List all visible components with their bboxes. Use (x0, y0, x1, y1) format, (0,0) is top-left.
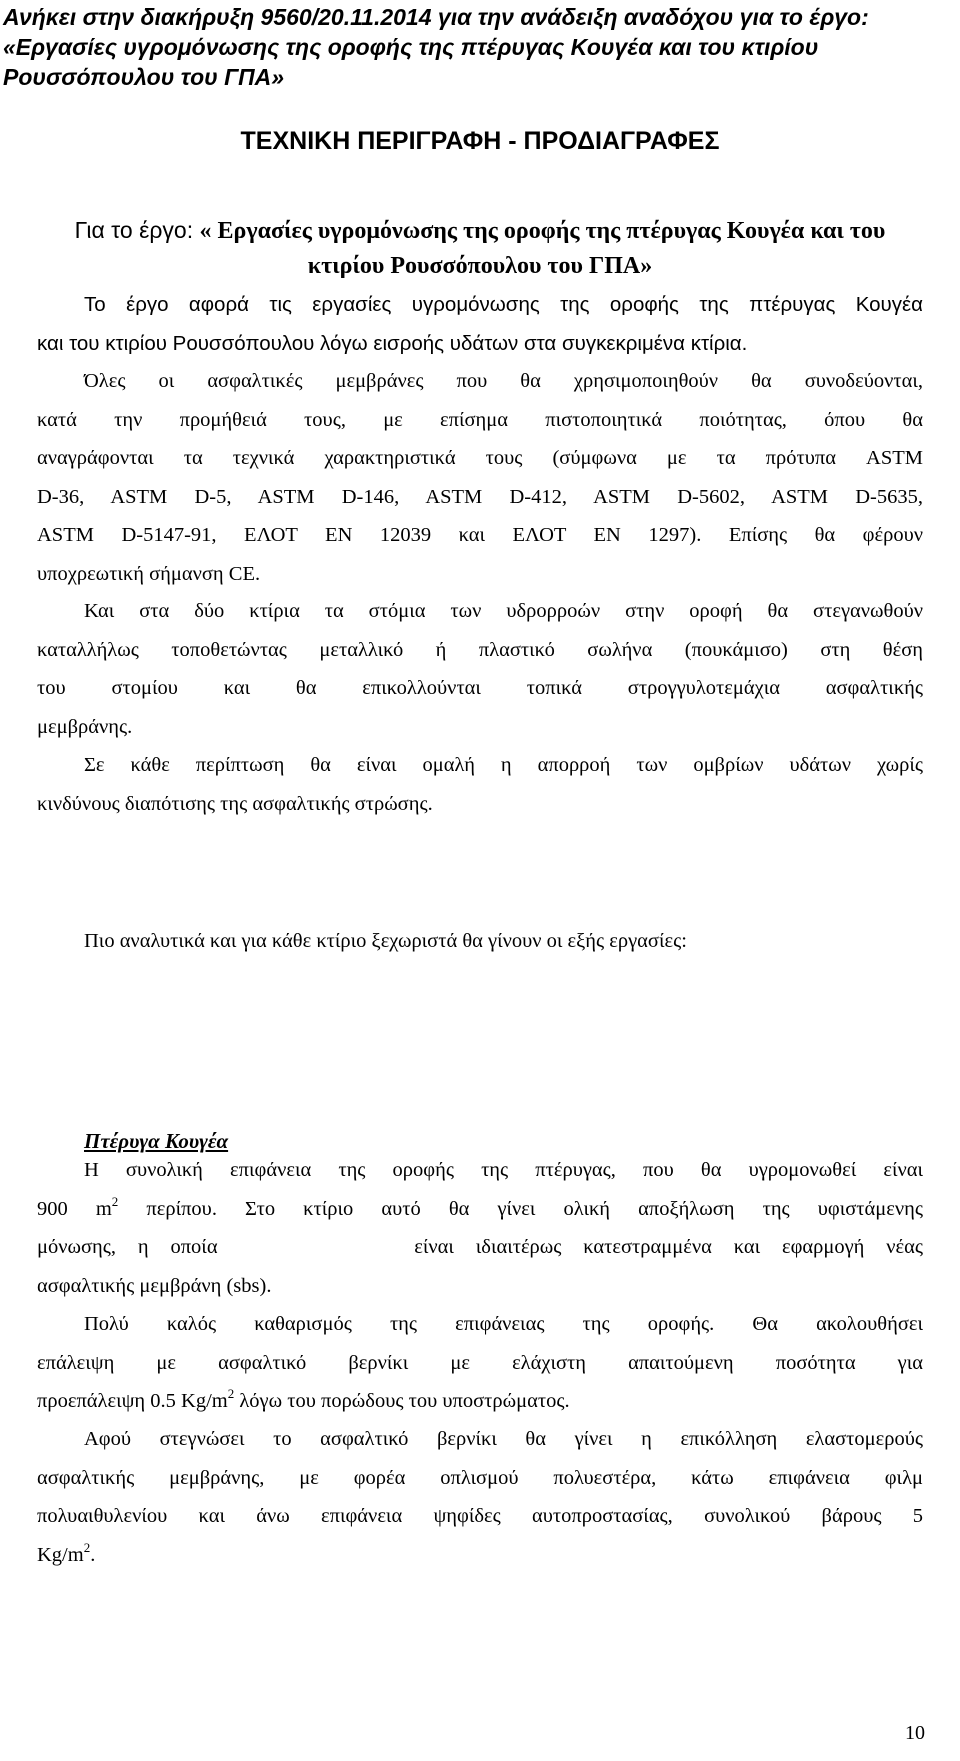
paragraph-line (37, 1382, 923, 1421)
page-number: 10 (905, 1722, 925, 1744)
paragraph-line: κατά την προμήθειά τους, με επίσημα πιστοποιητικά ποιότητας, όπου θα (37, 408, 923, 431)
paragraph-line: Σε κάθε περίπτωση θα είναι ομαλή η απορροή των ομβρίων υδάτων χωρίς (84, 754, 923, 776)
header-line-3: Ρουσσόπουλου του ΓΠΑ» (3, 64, 285, 90)
project-title (0, 213, 960, 283)
paragraph-line: Πολύ καλός καθαρισμός της επιφάνειας της οροφής. Θα ακολουθήσει (84, 1313, 923, 1335)
paragraph-runoff (37, 746, 923, 823)
paragraph-line: μόνωσης, η οποία είναι ιδιαιτέρως κατεστραμμένα και εφαρμογή νέας (37, 1236, 923, 1258)
paragraph-line: ασφαλτικής μεμβράνης, με φορέα οπλισμού πολυεστέρα, κάτω επιφάνεια φιλμ (37, 1466, 923, 1489)
paragraph-line: Αφού στεγνώσει το ασφαλτικό βερνίκι θα γίνει η επικόλληση ελαστομερούς (84, 1428, 923, 1450)
unit-exponent: 2 (83, 1539, 91, 1555)
header-line-1: Ανήκει στην διακήρυξη 9560/20.11.2014 για την ανάδειξη αναδόχου για το έργο: (3, 4, 869, 30)
paragraph-line: υποχρεωτική σήμανση CE. (37, 562, 261, 585)
paragraph-drains (37, 592, 923, 746)
paragraph-text: λόγω του πορώδους του υποστρώματος. (234, 1390, 570, 1412)
paragraph-line: Και στα δύο κτίρια τα στόμια των υδρορροών στην οροφή θα στεγανωθούν (84, 600, 923, 622)
paragraph-line: D-36, ASTM D-5, ASTM D-146, ASTM D-412, ASTM D-5602, ASTM D-5635, (37, 485, 923, 508)
paragraph-line: Πιο αναλυτικά και για κάθε κτίριο ξεχωριστά θα γίνουν οι εξής εργασίες: (84, 930, 687, 952)
paragraph-membranes (37, 362, 923, 593)
paragraph-line: αναγράφονται τα τεχνικά χαρακτηριστικά τους (σύμφωνα με τα πρότυπα ASTM (37, 447, 923, 469)
paragraph-scope (37, 286, 923, 363)
paragraph-text: Kg/m (37, 1543, 84, 1566)
tender-header (3, 2, 953, 92)
paragraph-line: και του κτιρίου Ρουσσόπουλου λόγω εισροής υδάτων στα συγκεκριμένα κτίρια. (37, 331, 748, 355)
document-title: ΤΕΧΝΙΚΗ ΠΕΡΙΓΡΑΦΗ - ΠΡΟΔΙΑΓΡΑΦΕΣ (240, 127, 720, 155)
header-line-2: «Εργασίες υγρομόνωσης της οροφής της πτέρυγας Κουγέα και του κτιρίου (3, 34, 819, 60)
paragraph-text: προεπάλειψη 0.5 Kg/m (37, 1390, 228, 1412)
paragraph-line: ασφαλτικής μεμβράνη (sbs). (37, 1274, 272, 1297)
project-prefix: Για το έργο: (74, 217, 200, 243)
paragraph-line: Η συνολική επιφάνεια της οροφής της πτέρυγας, που θα υγρομονωθεί είναι (84, 1159, 923, 1181)
project-name-line-2: κτιρίου Ρουσσόπουλου του ΓΠΑ» (307, 253, 653, 279)
paragraph-line: του στομίου και θα επικολλούνται τοπικά στρογγυλοτεμάχια ασφαλτικής (37, 677, 923, 699)
paragraph-line: μεμβράνης. (37, 715, 133, 738)
area-value: 900 m (37, 1197, 112, 1220)
area-exponent: 2 (111, 1193, 119, 1209)
paragraph-line: κινδύνους διαπότισης της ασφαλτικής στρώσης. (37, 792, 433, 815)
kougea-cleaning-paragraph (37, 1305, 923, 1421)
paragraph-line (37, 1536, 923, 1575)
paragraph-line: επάλειψη με ασφαλτικό βερνίκι με ελάχιστη απαιτούμενη ποσότητα για (37, 1351, 923, 1374)
kougea-membrane-paragraph (37, 1420, 923, 1574)
paragraph-line (37, 1190, 923, 1229)
paragraph-details-intro (37, 922, 923, 961)
paragraph-line: καταλλήλως τοποθετώντας μεταλλικό ή πλαστικό σωλήνα (πουκάμισο) στη θέση (37, 638, 923, 661)
paragraph-line: Όλες οι ασφαλτικές μεμβράνες που θα χρησιμοποιηθούν θα συνοδεύονται, (84, 370, 923, 392)
project-name-line-1: « Εργασίες υγρομόνωσης της οροφής της πτέρυγας Κουγέα και του (199, 218, 886, 244)
unit-exponent: 2 (227, 1386, 235, 1401)
paragraph-text: περίπου. Στο κτίριο αυτό θα γίνει ολική αποξήλωση της υφιστάμενης (118, 1197, 923, 1220)
paragraph-text: . (90, 1543, 96, 1566)
paragraph-line: ASTM D-5147-91, ΕΛΟΤ ΕΝ 12039 και ΕΛΟΤ ΕΝ 1297). Επίσης θα φέρουν (37, 524, 923, 546)
section-title-kougea: Πτέρυγα Κουγέα (84, 1129, 229, 1153)
paragraph-line: πολυαιθυλενίου και άνω επιφάνεια ψηφίδες αυτοπροστασίας, συνολικού βάρους 5 (37, 1505, 923, 1527)
kougea-area-paragraph (37, 1151, 923, 1305)
paragraph-line: Το έργο αφορά τις εργασίες υγρομόνωσης της οροφής της πτέρυγας Κουγέα (84, 293, 923, 316)
